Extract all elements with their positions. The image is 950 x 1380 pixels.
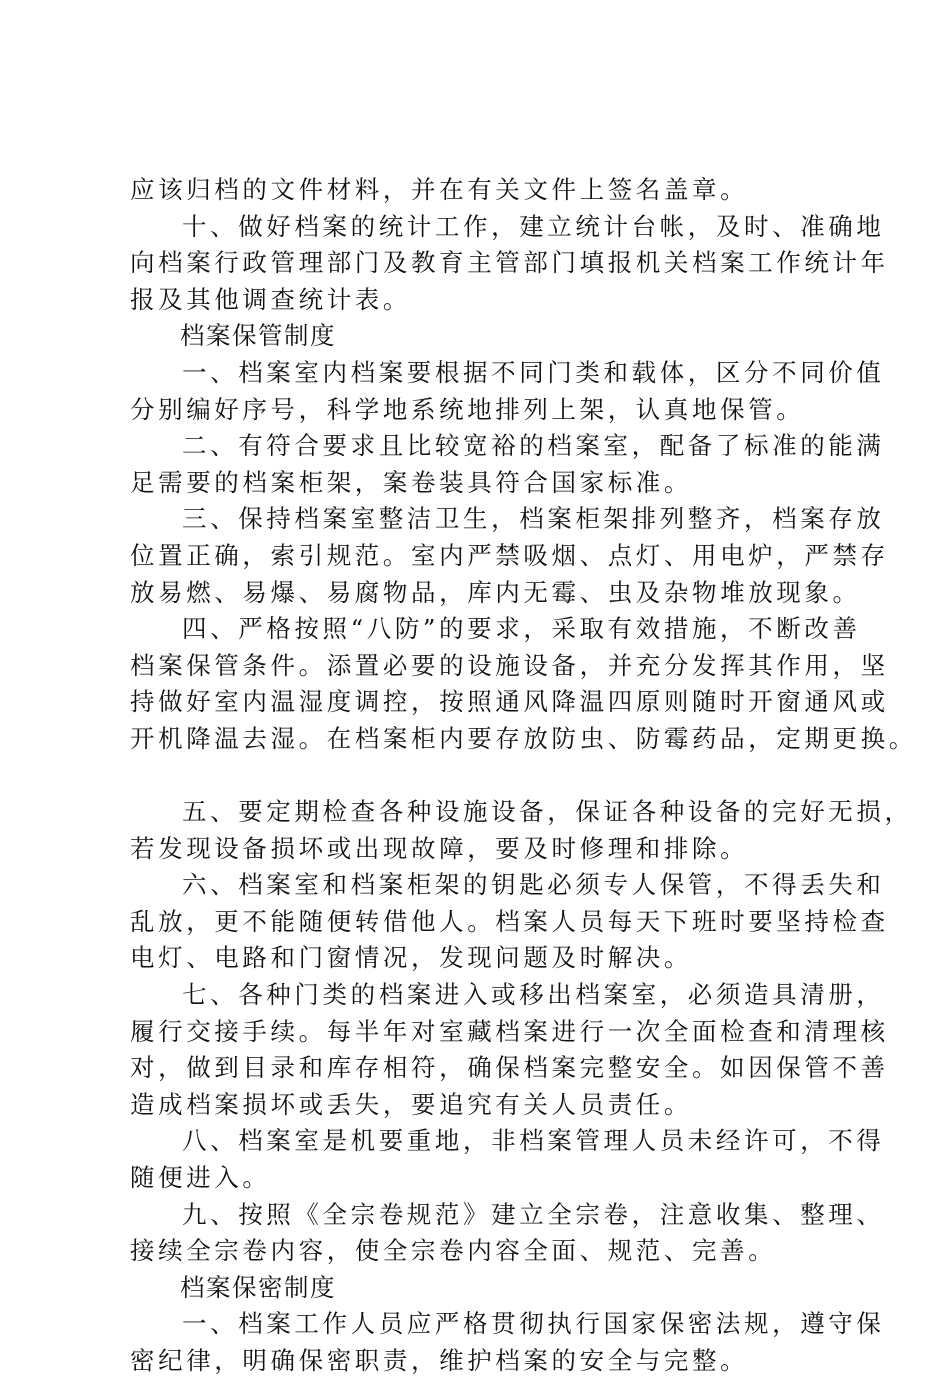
paragraph-line: 开机降温去湿。在档案柜内要存放防虫、防霉药品，定期更换。 (130, 723, 917, 753)
paragraph-line: 一、档案工作人员应严格贯彻执行国家保密法规，遵守保 (182, 1309, 885, 1339)
paragraph-line: 四、严格按照“八防”的要求，采取有效措施，不断改善 (182, 614, 861, 644)
paragraph-line: 一、档案室内档案要根据不同门类和载体，区分不同价值 (182, 357, 885, 387)
paragraph-line: 向档案行政管理部门及教育主管部门填报机关档案工作统计年 (130, 248, 889, 278)
paragraph-line: 应该归档的文件材料，并在有关文件上签名盖章。 (130, 175, 749, 204)
paragraph-line: 持做好室内温湿度调控，按照通风降温四原则随时开窗通风或 (130, 687, 889, 717)
paragraph-line: 位置正确，索引规范。室内严禁吸烟、点灯、用电炉，严禁存 (130, 540, 889, 570)
paragraph-line: 对，做到目录和库存相符，确保档案完整安全。如因保管不善 (130, 1053, 889, 1083)
paragraph-line: 三、保持档案室整洁卫生，档案柜架排列整齐，档案存放 (182, 504, 885, 534)
section-heading-confidentiality: 档案保密制度 (180, 1272, 336, 1302)
paragraph-line: 履行交接手续。每半年对室藏档案进行一次全面检查和清理核 (130, 1016, 889, 1046)
document-body (130, 172, 917, 1380)
paragraph-line: 随便进入。 (130, 1163, 271, 1193)
paragraph-line: 七、各种门类的档案进入或移出档案室，必须造具清册， (182, 980, 885, 1010)
paragraph-line: 报及其他调查统计表。 (130, 284, 411, 314)
paragraph-line: 分别编好序号，科学地系统地排列上架，认真地保管。 (130, 394, 805, 424)
paragraph-line: 密纪律，明确保密职责，维护档案的安全与完整。 (130, 1346, 749, 1375)
paragraph-line: 接续全宗卷内容，使全宗卷内容全面、规范、完善。 (130, 1236, 777, 1266)
paragraph-line: 足需要的档案柜架，案卷装具符合国家标准。 (130, 467, 692, 497)
paragraph-line: 五、要定期检查各种设施设备，保证各种设备的完好无损， (182, 797, 913, 827)
section-heading-storage: 档案保管制度 (180, 321, 336, 351)
paragraph-line: 八、档案室是机要重地，非档案管理人员未经许可，不得 (182, 1126, 885, 1156)
blank-line (130, 758, 850, 795)
paragraph-line: 乱放，更不能随便转借他人。档案人员每天下班时要坚持检查 (130, 906, 889, 936)
paragraph-line: 档案保管条件。添置必要的设施设备，并充分发挥其作用，坚 (130, 650, 889, 680)
paragraph-line: 六、档案室和档案柜架的钥匙必须专人保管，不得丢失和 (182, 870, 885, 900)
paragraph-line: 十、做好档案的统计工作，建立统计台帐，及时、准确地 (182, 211, 885, 241)
paragraph-line: 二、有符合要求且比较宽裕的档案室，配备了标准的能满 (182, 431, 885, 461)
paragraph-line: 放易燃、易爆、易腐物品，库内无霉、虫及杂物堆放现象。 (130, 577, 861, 607)
paragraph-line: 九、按照《全宗卷规范》建立全宗卷，注意收集、整理、 (182, 1199, 885, 1229)
paragraph-line: 造成档案损坏或丢失，要追究有关人员责任。 (130, 1089, 692, 1119)
paragraph-line: 若发现设备损坏或出现故障，要及时修理和排除。 (130, 833, 749, 863)
paragraph-line: 电灯、电路和门窗情况，发现问题及时解决。 (130, 943, 692, 973)
